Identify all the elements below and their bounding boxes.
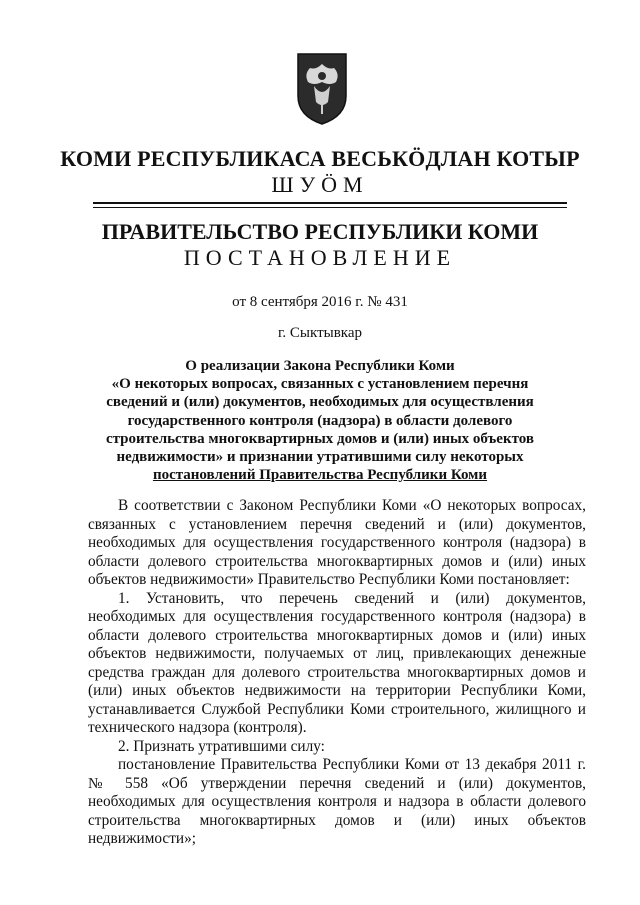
title-line: сведений и (или) документов, необходимых для осуществления <box>106 394 534 411</box>
body-paragraph: В соответствии с Законом Республики Коми «О некоторых вопросах, связанных с установлением перечня сведений и (или) документов, необходимых для осуществления государственного контроля (надзора) в области долевого строительства многоквартирных домов и (или) иных объектов недвижимости» Правительство Республики Коми постановляет: <box>88 497 586 588</box>
header-komi-title: КОМИ РЕСПУБЛИКАСА ВЕСЬКӦДЛАН КОТЫР <box>60 146 580 171</box>
coat-of-arms-icon <box>296 52 348 126</box>
document-date-number: от 8 сентября 2016 г. № 431 <box>232 294 408 310</box>
title-line: государственного контроля (надзора) в области долевого <box>127 412 513 429</box>
title-line: «О некоторых вопросах, связанных с установлением перечня <box>111 376 529 393</box>
header-russian-subtitle: ПОСТАНОВЛЕНИЕ <box>183 245 457 270</box>
header-divider-thin <box>93 207 567 208</box>
document-body <box>88 497 586 849</box>
header-russian-title: ПРАВИТЕЛЬСТВО РЕСПУБЛИКИ КОМИ <box>101 219 539 244</box>
header-divider-thick <box>93 202 567 204</box>
title-line: О реализации Закона Республики Коми <box>185 358 455 374</box>
body-paragraph: 2. Признать утратившими силу: <box>118 737 325 755</box>
title-underlined-line: постановлений Правительства Республики Коми <box>152 467 488 484</box>
title-line: строительства многоквартирных домов и (или) иных объектов <box>105 430 535 447</box>
document-title <box>100 357 540 484</box>
document-city: г. Сыктывкар <box>277 325 363 341</box>
header-komi-subtitle: ШУӦМ <box>271 172 369 197</box>
body-paragraph: постановление Правительства Республики Коми от 13 декабря 2011 г. № 558 «Об утверждении перечня сведений и (или) документов, необходимых для осуществления контроля и надзора в области долевого строительства многоквартирных домов и (или) иных объектов недвижимости»; <box>88 756 586 847</box>
title-line: недвижимости» и признании утратившими силу некоторых <box>116 449 524 466</box>
body-paragraph: 1. Установить, что перечень сведений и (или) документов, необходимых для осуществления государственного контроля (надзора) в области долевого строительства многоквартирных домов и (или) иных объектов недвижимости, получаемых от лиц, привлекающих денежные средства граждан для долевого строительства многоквартирных домов и (или) иных объектов недвижимости на территории Республики Коми, устанавливается Службой Республики Коми строительного, жилищного и технического надзора (контроля). <box>88 589 586 736</box>
